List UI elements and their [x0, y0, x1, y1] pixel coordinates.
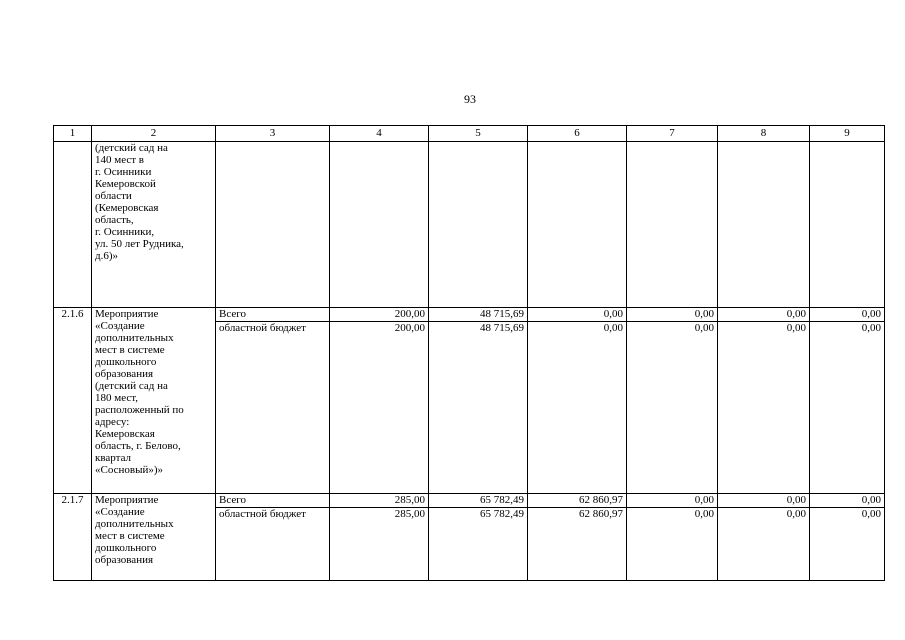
- value-cell: 200,00: [330, 308, 429, 322]
- value-cell: 0,00: [528, 308, 627, 322]
- value-cell: 0,00: [718, 322, 810, 494]
- empty-cell: [718, 142, 810, 308]
- funding-source: Всего: [216, 308, 330, 322]
- header-cell: 4: [330, 126, 429, 142]
- header-cell: 5: [429, 126, 528, 142]
- value-cell: 285,00: [330, 508, 429, 581]
- funding-source: областной бюджет: [216, 508, 330, 581]
- value-cell: 65 782,49: [429, 494, 528, 508]
- empty-cell: [429, 142, 528, 308]
- header-cell: 2: [92, 126, 216, 142]
- value-cell: 62 860,97: [528, 494, 627, 508]
- row-name: (детский сад на 140 мест в г. Осинники Кемеровской области (Кемеровская область, г. Осинники, ул. 50 лет Рудника, д.6)»: [92, 142, 216, 308]
- row-name: Мероприятие «Создание дополнительных мест в системе дошкольного образования: [92, 494, 216, 581]
- table-row: [54, 142, 885, 308]
- value-cell: 0,00: [810, 322, 885, 494]
- funding-source: Всего: [216, 494, 330, 508]
- value-cell: 0,00: [627, 508, 718, 581]
- value-cell: 0,00: [627, 494, 718, 508]
- header-cell: 8: [718, 126, 810, 142]
- value-cell: 65 782,49: [429, 508, 528, 581]
- value-cell: 0,00: [810, 494, 885, 508]
- funding-source: областной бюджет: [216, 322, 330, 494]
- column-number-header: [54, 126, 885, 142]
- value-cell: 0,00: [528, 322, 627, 494]
- table-row: [54, 494, 885, 508]
- value-cell: 48 715,69: [429, 308, 528, 322]
- value-cell: 0,00: [810, 508, 885, 581]
- value-cell: 0,00: [718, 494, 810, 508]
- empty-cell: [810, 142, 885, 308]
- header-cell: 3: [216, 126, 330, 142]
- row-code: 2.1.7: [54, 494, 92, 581]
- row-code: 2.1.6: [54, 308, 92, 494]
- empty-cell: [627, 142, 718, 308]
- value-cell: 0,00: [810, 308, 885, 322]
- page-number: 93: [464, 92, 476, 106]
- value-cell: 0,00: [718, 508, 810, 581]
- header-cell: 1: [54, 126, 92, 142]
- header-cell: 6: [528, 126, 627, 142]
- value-cell: 0,00: [627, 308, 718, 322]
- empty-cell: [216, 142, 330, 308]
- value-cell: 200,00: [330, 322, 429, 494]
- value-cell: 48 715,69: [429, 322, 528, 494]
- table-row: [54, 308, 885, 322]
- value-cell: 285,00: [330, 494, 429, 508]
- empty-cell: [528, 142, 627, 308]
- budget-table: [53, 125, 885, 581]
- value-cell: 0,00: [718, 308, 810, 322]
- row-code: [54, 142, 92, 308]
- value-cell: 0,00: [627, 322, 718, 494]
- header-cell: 7: [627, 126, 718, 142]
- value-cell: 62 860,97: [528, 508, 627, 581]
- empty-cell: [330, 142, 429, 308]
- header-cell: 9: [810, 126, 885, 142]
- row-name: Мероприятие «Создание дополнительных мест в системе дошкольного образования (детский сад на 180 мест, расположенный по адресу: Кемеровская область, г. Белово, квартал «Сосновый»)»: [92, 308, 216, 494]
